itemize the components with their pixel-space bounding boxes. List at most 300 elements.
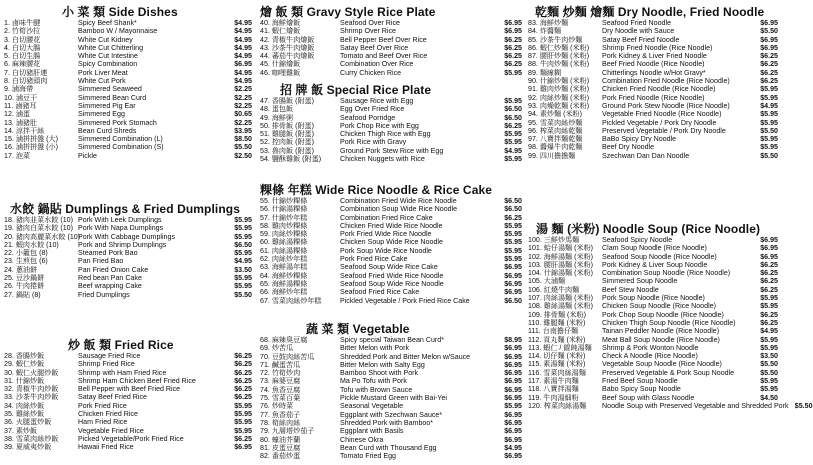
item-english-name: Chicken Soup Wide Rice Noodle [340,238,443,247]
item-chinese-name: 7. 白切豬肝連 [4,68,48,77]
item-chinese-name: 65. 海鮮湯粿條 [260,279,308,288]
item-english-name: Pork Fried Noodle (Rice Noodle) [602,93,705,102]
item-chinese-name: 52. 控肉飯 (附蛋) [260,138,314,147]
item-english-name: Shrimp Over Rice [340,27,396,36]
item-chinese-name: 110. 雞腿麵 (米粉) [528,318,586,327]
item-price: $6.95 [760,252,778,261]
item-price: $5.95 [760,110,778,119]
item-english-name: Simmered Egg [78,110,125,119]
item-chinese-name: 56. 什錦湯粿條 [260,205,308,214]
item-english-name: Ham Fried Rice [78,418,128,427]
item-english-name: White Cut Intestine [78,52,138,61]
menu-item [260,205,522,213]
item-price: $4.95 [504,443,522,452]
item-english-name: Seafood Soup Noodle (Rice Noodle) [602,252,717,261]
item-english-name: Chicken Nuggets with Rice [340,155,425,164]
section-dumplings [4,200,252,299]
item-chinese-name: 83. 海鮮炒麵 [528,19,569,27]
item-chinese-name: 91. 雞肉炒麵 (米粉) [528,85,590,94]
section-title: 招 牌 飯 Special Rice Plate [280,83,432,97]
item-chinese-name: 26. 牛肉捲餅 [4,282,45,291]
menu-item [528,336,778,344]
item-price: $5.95 [234,274,252,283]
item-price: $5.95 [504,221,522,230]
item-english-name: Spicy Combination [78,60,138,69]
item-chinese-name: 57. 什錦炒年糕 [260,213,308,222]
item-english-name: Tomato Fried Egg [340,452,396,461]
item-price: $6.95 [760,236,778,244]
item-price: $5.95 [504,155,522,164]
menu-item [260,155,522,163]
item-chinese-name: 81. 皮蛋豆腐 [260,443,301,452]
menu-item [528,27,778,35]
item-price: $6.95 [760,244,778,253]
item-price: $4.95 [234,43,252,52]
menu-items [528,236,813,410]
item-english-name: Pork With Napa Dumplings [78,224,164,233]
item-english-name: Pork With Cabbage Dumplings [78,232,175,241]
menu-item [260,147,522,155]
item-english-name: Shrimp Fried Noodle (Rice Noodle) [602,43,713,52]
item-price: $5.95 [760,143,778,152]
item-english-name: Dry Noodle with Sauce [602,27,675,36]
item-chinese-name: 74. 魚香豆腐 [260,385,301,394]
item-chinese-name: 51. 雞腿飯 (附蛋) [260,130,314,139]
menu-item [4,77,252,85]
item-price: $6.25 [234,385,252,394]
menu-item [4,19,252,27]
item-chinese-name: 103. 腰肝湯麵 (米粉) [528,260,594,269]
item-english-name: Pan Fried Bao [78,257,124,266]
item-price: $0.65 [234,110,252,119]
item-chinese-name: 87. 腰肝炒麵 (米粉) [528,52,590,61]
item-chinese-name: 3. 白切腰花 [4,35,41,44]
item-english-name: Simmered Soup Noodle [602,277,678,286]
item-english-name: Shredded Pork and Bitter Melon w/Sauce [340,352,471,361]
item-price: $6.95 [504,410,522,419]
item-price: $6.95 [504,369,522,378]
section-title: 湯 麵 (米粉) Noodle Soup (Rice Noodle) [536,222,761,236]
item-english-name: Combination Fried Rice Cake [340,213,433,222]
item-price: $6.25 [760,277,778,286]
item-price: $6.95 [504,27,522,36]
item-chinese-name: 82. 番茄炒蛋 [260,452,301,461]
item-price: $6.95 [504,352,522,361]
item-english-name: Pork Liver Meat [78,68,128,77]
item-chinese-name: 90. 什錦炒麵 (米粉) [528,77,590,86]
item-chinese-name: 40. 海鮮燴飯 [260,19,301,27]
item-price: $5.95 [504,68,522,77]
item-english-name: Combination Soup Noodle (Rice Noodle) [602,269,731,278]
item-price: $6.95 [504,19,522,27]
menu-item [528,327,778,335]
item-chinese-name: 104. 什錦湯麵 (米粉) [528,269,594,278]
item-price: $6.95 [504,385,522,394]
item-english-name: Satay Beef Fried Noodle [602,35,680,44]
section-title: 炒 飯 類 Fried Rice [68,338,174,352]
item-price: $6.95 [504,360,522,369]
menu-item [528,127,778,135]
section-title: 粿條 年糕 Wide Rice Noodle & Rice Cake [260,183,493,197]
menu-item [528,302,778,310]
item-chinese-name: 55. 什錦炒粿條 [260,197,308,205]
menu-item [260,444,522,452]
item-price: $6.95 [760,19,778,27]
item-chinese-name: 86. 蝦仁炒麵 (米粉) [528,43,590,52]
item-chinese-name: 75. 雪菜百葉 [260,394,301,403]
menu-item [4,69,252,77]
item-english-name: Pork Rice with Gravy [340,138,407,147]
menu-item [528,244,778,252]
item-english-name: Shredded Pork with Bamboo* [340,418,434,427]
item-english-name: Curry Chicken Rice [340,68,402,77]
menu-item [4,282,252,290]
item-price: $6.25 [760,52,778,61]
menu-item [528,286,778,294]
item-chinese-name: 30. 蝦仁火腿炒飯 [4,368,59,377]
item-english-name: Simmered Combination (L) [78,135,163,144]
item-price: $6.50 [504,105,522,114]
item-price: $6.95 [504,435,522,444]
menu-item [528,344,778,352]
item-chinese-name: 42. 青椒牛肉燴飯 [260,35,315,44]
menu-item [260,344,522,352]
item-english-name: Pickled Vegetable / Pork Dry Noodle [602,118,717,127]
item-price: $5.95 [234,418,252,427]
menu-item [260,427,522,435]
item-english-name: Satay Beef Over Rice [340,43,409,52]
item-english-name: Beef Dry Noodle [602,143,655,152]
item-chinese-name: 66. 海鮮炒年糕 [260,288,308,297]
item-chinese-name: 33. 沙茶牛肉炒飯 [4,393,59,402]
item-chinese-name: 4. 白切大腸 [4,43,41,52]
item-chinese-name: 8. 白切豬頭肉 [4,77,48,86]
menu-item [260,263,522,271]
menu-item [260,272,522,280]
item-chinese-name: 96. 榨菜肉絲乾麵 [528,126,583,135]
item-price: $5.95 [760,385,778,394]
item-chinese-name: 11. 滷豬耳 [4,101,37,110]
item-price: $6.25 [504,35,522,44]
menu-items [4,352,252,452]
item-price: $6.95 [504,427,522,436]
item-price: $5.95 [760,85,778,94]
item-english-name: Seafood Soup Wide Rice Cake [340,263,438,272]
item-english-name: Shrimp Fried Rice [78,360,135,369]
item-english-name: Beef Soup with Glass Noodle [602,393,695,402]
item-english-name: Sausage Rice with Egg [340,97,414,105]
item-chinese-name: 20. 豬肉高麗菜水餃 (10) [4,232,81,241]
item-english-name: Chicken Soup Noodle (Rice Noodle) [602,302,716,311]
item-price: $5.95 [760,335,778,344]
item-english-name: Bean Curd with Thousand Egg [340,443,437,452]
item-chinese-name: 68. 麻辣臭豆腐 [260,336,308,344]
item-price: $5.95 [504,402,522,411]
item-price: $6.25 [760,269,778,278]
item-price: $3.50 [760,352,778,361]
menu-item [4,233,252,241]
item-price: $5.50 [234,290,252,299]
item-price: $6.25 [504,52,522,61]
section-title: 小 菜 類 Side Dishes [62,5,178,19]
menu-item [260,361,522,369]
item-price: $6.50 [504,205,522,214]
item-chinese-name: 70. 豆鼓肉絲苦瓜 [260,352,315,361]
item-english-name: Chicken Fried Rice [78,410,138,419]
section-title: 燴 飯 類 Gravy Style Rice Plate [260,5,436,19]
item-chinese-name: 25. 豆沙鍋餅 [4,274,45,283]
item-english-name: Fried Beef Soup Noodle [602,377,678,386]
menu-item [4,152,252,160]
menu-item [4,443,252,451]
item-price: $6.50 [504,197,522,205]
item-english-name: Beef wrapping Cake [78,282,142,291]
menu-item [528,143,778,151]
item-english-name: Pickle Mustard Green with Bai-Yei [340,394,447,403]
item-price: $2.25 [234,118,252,127]
menu-item [528,60,778,68]
item-price: $8.50 [234,135,252,144]
item-price: $2.25 [234,93,252,102]
item-price: $3.50 [234,265,252,274]
item-english-name: BaBo Spicy Dry Noodle [602,135,677,144]
item-chinese-name: 16. 滷拼拼盤 (小) [4,143,58,152]
item-english-name: Steamed Pork Bao [78,249,138,258]
item-chinese-name: 1. 鹵味牛腱 [4,19,41,27]
menu-item [260,44,522,52]
item-chinese-name: 44. 蕃茄牛肉燴飯 [260,52,315,61]
item-chinese-name: 15. 滷拼拼盤 (大) [4,135,58,144]
item-price: $5.95 [760,294,778,303]
item-price: $6.50 [504,296,522,305]
item-chinese-name: 116. 雪菜肉絲湯麵 [528,368,586,377]
menu-item [260,394,522,402]
menu-item [260,214,522,222]
item-chinese-name: 73. 麻婆豆腐 [260,377,301,386]
item-price: $6.25 [760,77,778,86]
menu-item [260,377,522,385]
menu-item [260,27,522,35]
item-english-name: Seafood Porridge [340,113,396,122]
item-price: $6.50 [234,240,252,249]
item-price: $4.95 [234,52,252,61]
menu-item [260,122,522,130]
menu-item [528,269,778,277]
item-chinese-name: 48. 蛋包飯 [260,105,294,114]
item-chinese-name: 112. 貢丸麵 (米粉) [528,335,586,344]
item-chinese-name: 6. 麻辣腰花 [4,60,41,69]
item-english-name: Bell Pepper Beef Over Rice [340,35,427,44]
menu-item [260,436,522,444]
item-price: $2.25 [234,85,252,94]
item-chinese-name: 115. 素湯麵 (米粉) [528,360,586,369]
menu-item [528,253,778,261]
menu-items [4,216,252,299]
item-chinese-name: 118. 八寶拌湯麵 [528,385,579,394]
item-english-name: Ground Pork Stew Rice with Egg [340,146,444,155]
section-dry-noodle [528,3,778,160]
item-chinese-name: 12. 滷蛋 [4,110,31,119]
item-chinese-name: 97. 八寶拌麵乾麵 [528,135,583,144]
menu-item [528,277,778,285]
menu-item [4,418,252,426]
item-english-name: Bean Curd Shreds [78,126,137,135]
item-price: $6.25 [234,434,252,443]
item-price: $5.95 [504,246,522,255]
item-chinese-name: 24. 蔥油餅 [4,265,38,274]
item-price: $6.95 [504,344,522,353]
item-english-name: Eggplant with Szechwan Sauce* [340,410,443,419]
item-english-name: Seafood Over Rice [340,19,400,27]
item-english-name: Pork Chop Rice with Egg [340,121,419,130]
item-english-name: Combination Fried Wide Rice Noodle [340,197,457,205]
item-chinese-name: 14. 涼拌干絲 [4,126,45,135]
item-price: $8.95 [504,336,522,344]
menu-item [260,353,522,361]
item-english-name: Tofu with Brown Sauce [340,385,413,394]
menu-item [528,44,778,52]
item-chinese-name: 107. 肉絲湯麵 (米粉) [528,294,594,303]
menu-item [260,222,522,230]
item-price: $5.95 [504,230,522,239]
item-english-name: Combination Over Rice [340,60,414,69]
section-noodle-soup [528,220,813,410]
menu-item [260,138,522,146]
item-price: $5.95 [504,255,522,264]
menu-item [4,102,252,110]
section-title: 蔬 菜 類 Vegetable [306,322,410,336]
item-english-name: Chinese Okra [340,435,384,444]
item-price: $6.95 [504,418,522,427]
section-side-dishes [4,3,252,160]
menu-item [260,238,522,246]
item-price: $6.95 [234,443,252,452]
section-gravy-rice [260,3,522,77]
item-chinese-name: 54. 鹽酥雞飯 (附蛋) [260,155,322,164]
item-price: $6.95 [760,35,778,44]
item-english-name: Simmered Pig Ear [78,101,136,110]
item-english-name: Seafood Spicy Noodle [602,236,673,244]
item-chinese-name: 64. 海鮮炒粿條 [260,271,308,280]
menu-item [528,85,778,93]
item-price: $5.95 [234,282,252,291]
item-price: $6.25 [234,352,252,360]
item-price: $5.50 [234,143,252,152]
item-price: $4.95 [234,35,252,44]
item-chinese-name: 41. 蝦仁燴飯 [260,27,301,36]
item-chinese-name: 71. 鹹蛋苦瓜 [260,360,301,369]
item-price: $5.95 [504,238,522,247]
item-chinese-name: 31. 什錦炒飯 [4,376,45,385]
menu-item [528,385,778,393]
item-chinese-name: 9. 滷海帶 [4,85,34,94]
item-chinese-name: 101. 蛤仔湯麵 (米粉) [528,244,594,253]
item-chinese-name: 17. 泡菜 [4,151,31,160]
item-english-name: Chicken Fried Wide Rice Noodle [340,221,443,230]
item-english-name: Pork With Leek Dumplings [78,216,162,224]
item-chinese-name: 106. 紅燒牛肉麵 [528,285,580,294]
menu-item [528,311,778,319]
item-chinese-name: 120. 榨菜肉絲湯麵 [528,401,587,410]
item-chinese-name: 38. 雪菜肉絲炒飯 [4,434,59,443]
item-price: $6.95 [504,452,522,461]
item-english-name: Pickled Vegetable / Pork Fried Rice Cake [340,296,470,305]
item-english-name: Pork Kidney & Liver Fried Noodle [602,52,707,61]
menu-item [260,247,522,255]
item-price: $5.95 [234,232,252,241]
item-english-name: Simmered Seaweed [78,85,142,94]
item-price: $6.25 [234,393,252,402]
menu-item [260,69,522,77]
item-english-name: Clam Soup Noodle (Rice Noodle) [602,244,707,253]
item-chinese-name: 117. 素湯牛肉麵 [528,377,579,386]
menu-item [528,36,778,44]
item-chinese-name: 36. 火腿蛋炒飯 [4,418,52,427]
item-chinese-name: 77. 魚香茄子 [260,410,301,419]
item-english-name: Egg Over Fried Rice [340,105,405,114]
item-chinese-name: 53. 魯肉飯 (附蛋) [260,146,314,155]
item-price: $6.25 [760,310,778,319]
item-price: $5.50 [760,360,778,369]
item-english-name: Eggplant with Basils [340,427,404,436]
item-chinese-name: 39. 夏威夷炒飯 [4,443,52,452]
item-price: $6.25 [234,376,252,385]
item-chinese-name: 2. 竹筍沙拉 [4,27,41,36]
item-price: $4.95 [760,101,778,110]
item-english-name: Fried Dumplings [78,290,130,299]
item-english-name: Tainan Peddler Noodle (Rice Noodle) [602,327,720,336]
item-price: $4.95 [234,27,252,36]
item-price: $4.95 [760,327,778,336]
item-price: $5.95 [504,138,522,147]
item-english-name: Beef Stew Noodle [602,285,659,294]
item-english-name: Seafood Soup Wide Rice Noodle [340,279,444,288]
item-price: $5.50 [794,401,813,410]
item-price: $6.25 [504,121,522,130]
item-english-name: Bamboo Shoot with Pork [340,369,419,378]
item-chinese-name: 88. 牛肉炒麵 (米粉) [528,60,590,69]
item-chinese-name: 108. 雞絲湯麵 (米粉) [528,302,594,311]
item-chinese-name: 32. 青椒牛肉炒飯 [4,385,59,394]
item-english-name: Vegetable Fried Noodle (Rice Noodle) [602,110,722,119]
item-english-name: White Cut Kidney [78,35,133,44]
item-chinese-name: 109. 排骨麵 (米粉) [528,310,586,319]
menu-item [4,44,252,52]
item-english-name: Shrimp with Ham Fried Rice [78,368,167,377]
item-chinese-name: 61. 肉絲湯粿條 [260,246,308,255]
item-english-name: Pork Kidney & Liver Soup Noodle [602,260,708,269]
item-english-name: Shrimp Ham Chicken Beef Fried Rice [78,376,196,385]
menu-item [4,427,252,435]
item-english-name: Shrimp & Pork Wonton Noodle [602,343,699,352]
item-chinese-name: 94. 素炒麵 (米粉) [528,110,582,119]
item-price: $5.95 [234,410,252,419]
item-price: $4.95 [234,77,252,86]
menu-item [4,110,252,118]
menu-items [528,19,778,160]
item-price: $6.95 [504,394,522,403]
item-english-name: Red bean Pan Cake [78,274,142,283]
item-chinese-name: 62. 肉絲炒年糕 [260,255,308,264]
menu-items [4,19,252,160]
item-english-name: Pork and Shrimp Dumplings [78,240,167,249]
item-english-name: Pickle [78,151,97,160]
menu-item [260,288,522,296]
item-price: $6.95 [504,263,522,272]
item-chinese-name: 80. 蠔油芥蘭 [260,435,301,444]
item-price: $5.95 [760,377,778,386]
menu-item [260,336,522,344]
